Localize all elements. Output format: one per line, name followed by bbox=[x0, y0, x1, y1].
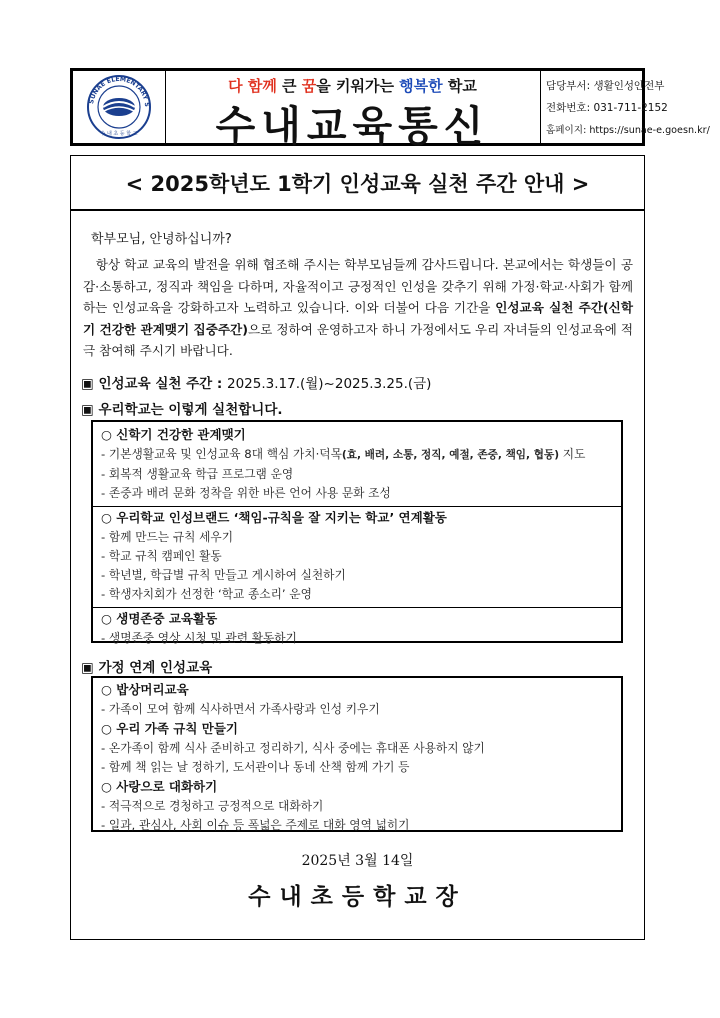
list-item: - 기본생활교육 및 인성교육 8대 핵심 가치·덕목(효, 배려, 소통, 정직, 예절, 존중, 책임, 협동) 지도 bbox=[101, 447, 586, 461]
list-item: - 존중과 배려 문화 정착을 위한 바른 언어 사용 문화 조성 bbox=[101, 486, 391, 500]
list-item: - 적극적으로 경청하고 긍정적으로 대화하기 bbox=[101, 799, 324, 813]
newsletter-header bbox=[70, 68, 710, 150]
title-divider bbox=[71, 209, 644, 211]
group-title: ○ 우리학교 인성브랜드 ‘책임-규칙을 잘 지키는 학교’ 연계활동 bbox=[101, 510, 447, 525]
notice-title: < 2025학년도 1학기 인성교육 실천 주간 안내 > bbox=[125, 172, 590, 196]
school-emblem-icon bbox=[73, 71, 165, 143]
notice-body bbox=[70, 155, 645, 940]
principal-signature: 수내초등학교장 bbox=[248, 884, 467, 910]
homepage-link[interactable]: 홈페이지: https://sunae-e.goesn.kr/ bbox=[546, 125, 710, 136]
list-item: - 학생자치회가 선정한 ‘학교 종소리’ 운영 bbox=[101, 587, 312, 601]
list-item: - 온가족이 함께 식사 준비하고 정리하기, 식사 중에는 휴대폰 사용하지 않기 bbox=[101, 741, 485, 755]
issue-date: 2025년 3월 14일 bbox=[301, 853, 414, 869]
department-text: 담당부서: 생활인성안전부 bbox=[546, 80, 665, 92]
list-item: - 가족이 모여 함께 식사하면서 가족사랑과 인성 키우기 bbox=[101, 702, 380, 716]
phone-text: 전화번호: 031-711-2152 bbox=[546, 102, 668, 114]
period-heading: ▣ 인성교육 실천 주간 : 2025.3.17.(월)~2025.3.25.(금) bbox=[81, 376, 432, 392]
home-education-heading: ▣ 가정 연계 인성교육 bbox=[81, 660, 213, 676]
list-item: - 회복적 생활교육 학급 프로그램 운영 bbox=[101, 467, 294, 481]
home-education-box bbox=[91, 676, 623, 832]
contact-info bbox=[540, 71, 710, 143]
group-title: ○ 우리 가족 규칙 만들기 bbox=[101, 721, 238, 736]
list-item: - 함께 책 읽는 날 정하기, 도서관이나 동네 산책 함께 가기 등 bbox=[101, 760, 410, 774]
school-logo-cell bbox=[73, 71, 166, 143]
school-practice-box bbox=[91, 420, 623, 643]
list-item: - 학년별, 학급별 규칙 만들고 게시하여 실천하기 bbox=[101, 568, 346, 582]
list-item: - 학교 규칙 캠페인 활동 bbox=[101, 549, 222, 563]
group-title: ○ 밥상머리교육 bbox=[101, 682, 189, 697]
list-item: - 생명존중 영상 시청 및 관련 활동하기 bbox=[101, 631, 297, 645]
newsletter-title: 수내교육통신 bbox=[215, 102, 490, 150]
greeting: 학부모님, 안녕하십니까? bbox=[91, 232, 232, 247]
school-slogan: 다 함께 큰 꿈을 키워가는 행복한 학교 bbox=[228, 77, 477, 95]
group-title: ○ 신학기 건강한 관계맺기 bbox=[101, 427, 246, 442]
title-cell bbox=[165, 71, 541, 150]
group-title: ○ 사랑으로 대화하기 bbox=[101, 779, 218, 794]
school-practice-heading: ▣ 우리학교는 이렇게 실천합니다. bbox=[81, 402, 283, 418]
list-item: - 함께 만드는 규칙 세우기 bbox=[101, 530, 233, 544]
logo-text: SUNAE ELEMENTARY S bbox=[88, 75, 151, 108]
group-title: ○ 생명존중 교육활동 bbox=[101, 611, 218, 626]
intro-paragraph: 항상 학교 교육의 발전을 위해 협조해 주시는 학부모님들께 감사드립니다. 본교에서는 학생들이 공감·소통하고, 정직과 책임을 다하며, 자율적이고 긍정적인 인성을 갖추기 위해 가정·학교·사회가 함께하는 인성교육을 강화하고자 노력하고 있습니다. 이와 더불어 다음 기간을 인성교육 실천 주간(신학기 건강한 관계맺기 집중주간)으로 정하여 운영하고자 하니 가정에서도 우리 자녀들의 인성교육에 적극 참여해 주시기 바랍니다. bbox=[83, 257, 634, 358]
svg-text:수 내 초 등 학 교: 수 내 초 등 학 교 bbox=[100, 131, 138, 137]
list-item: - 일과, 관심사, 사회 이슈 등 폭넓은 주제로 대화 영역 넓히기 bbox=[101, 818, 410, 832]
